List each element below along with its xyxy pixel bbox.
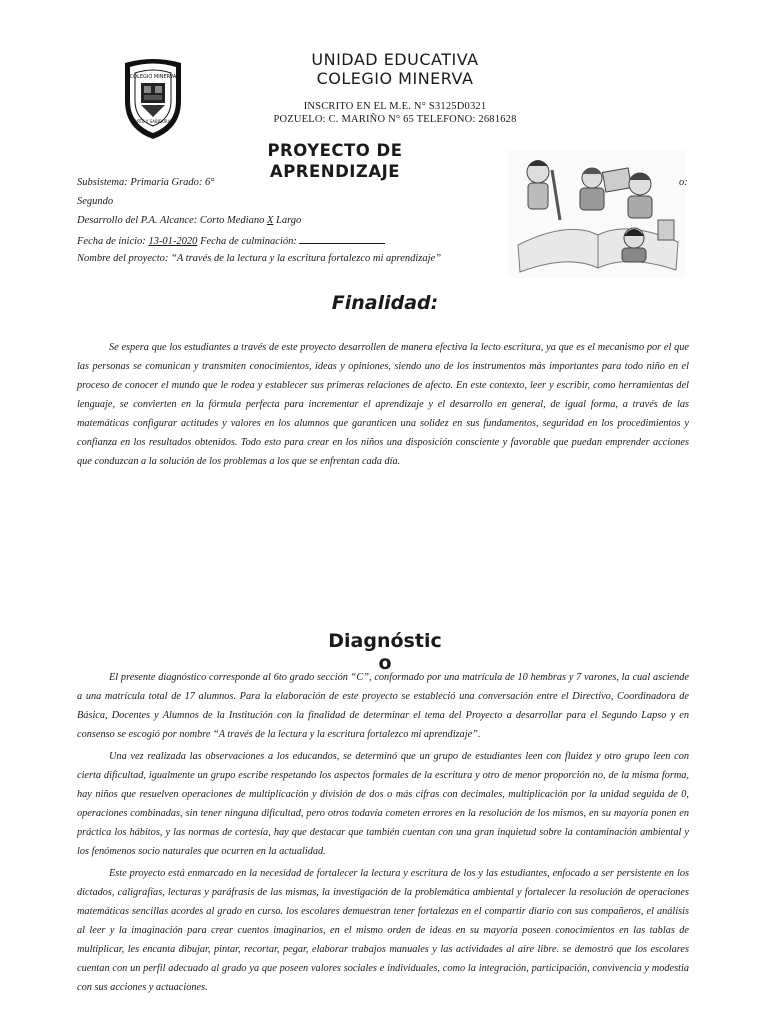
subsistema-text: Subsistema: Primaria Grado: 6° bbox=[77, 177, 215, 188]
subsistema-line bbox=[77, 177, 215, 188]
fecha-culminacion-blank bbox=[299, 234, 385, 244]
desarrollo-suffix: Largo bbox=[273, 215, 302, 226]
desarrollo-line bbox=[77, 215, 301, 226]
fecha-inicio-label: Fecha de inicio: bbox=[77, 236, 149, 247]
school-logo bbox=[121, 57, 185, 141]
alcance-mark: X bbox=[266, 215, 274, 226]
school-name bbox=[240, 50, 550, 88]
diagnostico-heading-line-2: o bbox=[378, 652, 392, 674]
svg-text:ARTE Y SABIDURIA: ARTE Y SABIDURIA bbox=[134, 119, 172, 124]
diagnostico-paragraph-1: El presente diagnóstico corresponde al 6to grado sección “C”, conformado por una matrícula de 10 hembras y 7 varones, la cual asciende a una matrícula total de 17 alumnos. Para la elaboración de este proyecto se estableció una conversación entre el Directivo, Coordinadora de Básica, Docentes y Alumnos de la Institución con la finalidad de determinar el tema del Proyecto a desarrollar para el Segundo Lapso y en consenso se escogió por nombre “A través de la lectura y la escritura fortalezco mi aprendizaje”. bbox=[77, 672, 689, 740]
diagnostico-heading-line-1: Diagnóstic bbox=[328, 630, 442, 652]
desarrollo-prefix: Desarrollo del P.A. Alcance: Corto Mediano bbox=[77, 215, 267, 226]
finalidad-heading: Finalidad: bbox=[331, 292, 439, 314]
lapso-value: Segundo bbox=[77, 196, 114, 207]
school-line-1: UNIDAD EDUCATIVA bbox=[311, 50, 479, 69]
fechas-line bbox=[77, 234, 385, 247]
children-reading-illustration bbox=[508, 150, 685, 278]
diagnostico-paragraph-2: Una vez realizada las observaciones a los educandos, se determinó que un grupo de estudiantes leen con fluidez y otro grupo leen con cierta dificultad, igualmente un grupo escribe respetando los aspectos formales de la escritura y otro de menor proporción no, de la misma forma, hay niños que resuelven operaciones de multiplicación y división de dos o más cifras con decimales, multiplicación por la unidad seguida de 0, operaciones combinadas, sin tener ninguna dificultad, pero otros todavía cometen errores en la resolución de los mismos, en su mayoría ponen en práctica los hábitos, y las normas de cortesía, hay que destacar que también cuentan con una gran inquietud sobre la contaminación ambiental y los fenómenos socio naturales que ocurren en la actualidad. bbox=[77, 751, 689, 857]
inscrito-line-1: INSCRITO EN EL M.E. N° S3125D0321 bbox=[303, 101, 487, 112]
lapso-label-tail: o: bbox=[679, 177, 688, 188]
project-title-line-2: APRENDIZAJE bbox=[269, 162, 401, 181]
inscrito-line-2: POZUELO: C. MARIÑO N° 65 TELEFONO: 2681628 bbox=[273, 114, 517, 125]
project-title-line-1: PROYECTO DE bbox=[267, 141, 403, 160]
finalidad-text: Se espera que los estudiantes a través de este proyecto desarrollen de manera efectiva la lecto escritura, ya que es el mecanismo por el que las personas se comunican y transmiten conocimientos, ideas y opiniones, siendo uno de los instrumentos más importantes para todo niño en el proceso de conocer el mundo que le rodea y establecer sus primeras relaciones de afecto. En este contexto, leer y escribir, como herramientas del lenguaje, se convierten en la fórmula perfecta para incrementar el aprendizaje y el desarrollo en general, de igual forma, a través de las matemáticas configurar actitudes y valores en los alumnos que garanticen una solidez en sus fundamentos, seguridad en los procedimientos y confianza en los resultados obtenidos. Todo esto para crear en los niños una disposición consciente y favorable que puedan emprender acciones que conduzcan a la solución de los problemas a los que se enfrentan cada día. bbox=[77, 342, 689, 467]
school-line-2: COLEGIO MINERVA bbox=[316, 69, 474, 88]
fecha-culminacion-label: Fecha de culminación: bbox=[197, 236, 300, 247]
svg-text:COLEGIO MINERVA: COLEGIO MINERVA bbox=[129, 74, 177, 80]
fecha-inicio-value: 13-01-2020 bbox=[148, 236, 198, 247]
diagnostico-paragraph-3: Este proyecto está enmarcado en la necesidad de fortalecer la lectura y escritura de los y las estudiantes, enfocado a ser persistente en los dictados, caligrafías, lecturas y paráfrasis de las mismas, la investigación de la problemática ambiental y fortalecer la resolución de operaciones matemáticas sencillas acordes al grado en curso. los escolares demuestran tener fortalezas en el compartir diario con sus compañeros, el análisis al leer y la imaginación para crear cuentos imaginarios, en el mismo orden de ideas en su mayoría poseen conocimientos en las tablas de multiplicar, les encanta dibujar, pintar, recortar, pegar, elaborar trabajos manuales y las actividades al aire libre. se demostró que los escolares cuentan con un perfil adecuado al grado ya que poseen valores sociales e individuales, como la integración, participación, convivencia y modestia con sus acciones y actuaciones. bbox=[77, 868, 689, 993]
nombre-proyecto: Nombre del proyecto: “A través de la lectura y la escritura fortalezco mi aprendizaje” bbox=[77, 253, 442, 264]
school-registration bbox=[230, 100, 560, 126]
project-title bbox=[240, 140, 430, 182]
